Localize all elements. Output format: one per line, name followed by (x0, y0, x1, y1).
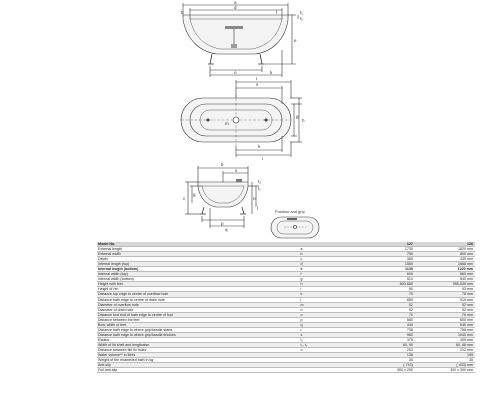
row-symbol: s (300, 332, 366, 337)
row-symbol: i (300, 287, 366, 292)
row-symbol: m (300, 302, 366, 307)
row-symbol: e (300, 267, 366, 272)
row-value-126: 1820 mm (414, 247, 475, 252)
label-t2-end: t₂ (258, 179, 261, 184)
row-label: Distance top edge to centre of overflow hole (97, 292, 300, 297)
row-symbol (300, 368, 366, 373)
label-n: n (253, 196, 256, 201)
row-label: External length (97, 247, 300, 252)
row-label: Internal width (bottom) (97, 277, 300, 282)
label-h: h (302, 118, 305, 123)
label-m: m (225, 121, 229, 126)
row-value-127: 738 (366, 327, 414, 332)
row-symbol: l (300, 297, 366, 302)
row-label: External width (97, 252, 300, 257)
position-grip-view (271, 217, 319, 238)
row-value-127: 1580 (366, 262, 414, 267)
row-value-126: 1220 mm (414, 267, 475, 272)
row-label: Anti-slip (97, 363, 300, 368)
row-value-127: 300 x 200 (366, 368, 414, 373)
label-f: f (276, 10, 278, 15)
row-value-127: 750 (366, 252, 414, 257)
row-value-127: 60, 90 (366, 342, 414, 347)
row-value-126: 1668 mm (414, 262, 475, 267)
row-value-127: 600 (366, 272, 414, 277)
label-g: g (296, 114, 299, 119)
specification-table (97, 242, 475, 373)
side-elevation (183, 3, 298, 77)
label-b: b (181, 10, 184, 15)
row-label: Height of rim (97, 287, 300, 292)
row-value-126: 540 mm (414, 277, 475, 282)
row-value-126: 400 mm (414, 337, 475, 342)
table-row (97, 368, 475, 373)
row-value-126: 595-630 mm (414, 282, 475, 287)
row-value-127: 136 (366, 353, 414, 358)
label-o: o (234, 70, 237, 75)
row-label: Height with feet (97, 282, 300, 287)
row-symbol: k (300, 292, 366, 297)
row-symbol: u (300, 347, 366, 352)
row-value-126: 93 mm (414, 287, 475, 292)
row-value-127: 580 (366, 317, 414, 322)
row-symbol: t₁ (300, 337, 366, 342)
label-q: q (225, 227, 228, 232)
row-label: Distance bath edge to where grip/handle finishes (97, 332, 300, 337)
row-value-126: 35 (414, 358, 475, 363)
row-symbol: a (300, 247, 366, 252)
label-b-end: b (221, 162, 224, 167)
row-value-126: 435 mm (414, 257, 475, 262)
row-value-126: 545 mm (414, 322, 475, 327)
label-k: k (270, 70, 273, 75)
label-p: p (221, 221, 224, 226)
row-label: Depth (97, 257, 300, 262)
row-value-127: 960 (366, 332, 414, 337)
row-label: Radius (97, 337, 300, 342)
row-symbol: b (300, 252, 366, 257)
row-value-127: 203 (366, 347, 414, 352)
row-symbol: r (300, 327, 366, 332)
label-c: c (183, 196, 186, 201)
row-label: Weight of the enamelled bath in kg (97, 358, 300, 363)
row-label: Distance bath edge to where grip/handle starts (97, 327, 300, 332)
row-value-127: 52 (366, 307, 414, 312)
row-value-126: 910 mm (414, 297, 475, 302)
row-value-126: 52 mm (414, 302, 475, 307)
header-model: Model No. (97, 242, 300, 247)
row-value-127: 1130 (366, 267, 414, 272)
row-value-126: 78 mm (414, 292, 475, 297)
label-a: a (234, 0, 237, 5)
row-value-127: 375 (366, 337, 414, 342)
row-value-126: 195 (414, 353, 475, 358)
row-label: Distance foot end of bath edge to centre of foot (97, 312, 300, 317)
label-t1: t₁ (300, 16, 303, 21)
row-symbol: f (300, 272, 366, 277)
row-label: Internal width (top) (97, 272, 300, 277)
label-t2: t₂ (300, 10, 303, 15)
label-l: l (257, 206, 258, 211)
row-label: Bow, width of feet (97, 322, 300, 327)
row-symbol: t₁, t₂ (300, 342, 366, 347)
label-s-end: s (235, 168, 238, 173)
label-d: d (234, 5, 237, 10)
row-label: Distance between tile fix holes (97, 347, 300, 352)
label-r: r (256, 76, 258, 81)
row-label: Internal length (bottom) (97, 267, 300, 272)
row-value-126: (-433) mm (414, 363, 475, 368)
row-value-127: 510 (366, 277, 414, 282)
row-value-127: 385 (366, 257, 414, 262)
row-label: Diameter of drain hole (97, 307, 300, 312)
row-value-127: (-743) (366, 363, 414, 368)
row-value-126: 800 mm (414, 252, 475, 257)
row-value-127: 1730 (366, 247, 414, 252)
row-value-127: 70 (366, 292, 414, 297)
end-view (185, 166, 259, 228)
row-value-127: 850 (366, 297, 414, 302)
row-label: Water volume** in litres (97, 353, 300, 358)
label-e: e (294, 38, 297, 43)
header-model-127: 127 (366, 242, 414, 247)
row-value-127: 440 (366, 322, 414, 327)
row-symbol: h (300, 282, 366, 287)
row-value-126: 1040 mm (414, 332, 475, 337)
row-label: Width of lid shell and lengthwise (97, 342, 300, 347)
row-label: Distance between the feet (97, 317, 300, 322)
label-i: i (262, 156, 263, 161)
row-value-126: 52 mm (414, 307, 475, 312)
label-t1-end: t₁ (258, 186, 261, 191)
row-symbol: g (300, 277, 366, 282)
row-value-126: 660 mm (414, 272, 475, 277)
row-label: Full anti-slip (97, 368, 300, 373)
row-value-126: 76 mm (414, 312, 475, 317)
header-model-126: 126 (414, 242, 475, 247)
row-value-126: 212 mm (414, 347, 475, 352)
row-symbol: c (300, 257, 366, 262)
row-symbol: d (300, 262, 366, 267)
row-label: Internal length (top) (97, 262, 300, 267)
row-label: Distance bath edge to centre of drain hole (97, 297, 300, 302)
row-value-126: 758 mm (414, 327, 475, 332)
label-k-plan: k (258, 144, 261, 149)
row-value-126: 60, 68 mm (414, 342, 475, 347)
label-s: s (256, 82, 259, 87)
row-value-126: 600 mm (414, 317, 475, 322)
position-grip-title: Position and grip (275, 209, 305, 214)
row-value-126: 300 x 300 mm (414, 368, 475, 373)
label-g-end: g (193, 192, 196, 197)
row-value-127: 52 (366, 302, 414, 307)
row-symbol: o (300, 312, 366, 317)
row-symbol: p (300, 317, 366, 322)
plan-view (181, 80, 302, 157)
row-symbol: n (300, 307, 366, 312)
row-value-127: 30 (366, 358, 414, 363)
row-value-127: 600-680 (366, 282, 414, 287)
row-label: Diameter of overflow hole (97, 302, 300, 307)
row-value-127: 70 (366, 312, 414, 317)
row-symbol: q (300, 322, 366, 327)
row-value-127: 90 (366, 287, 414, 292)
